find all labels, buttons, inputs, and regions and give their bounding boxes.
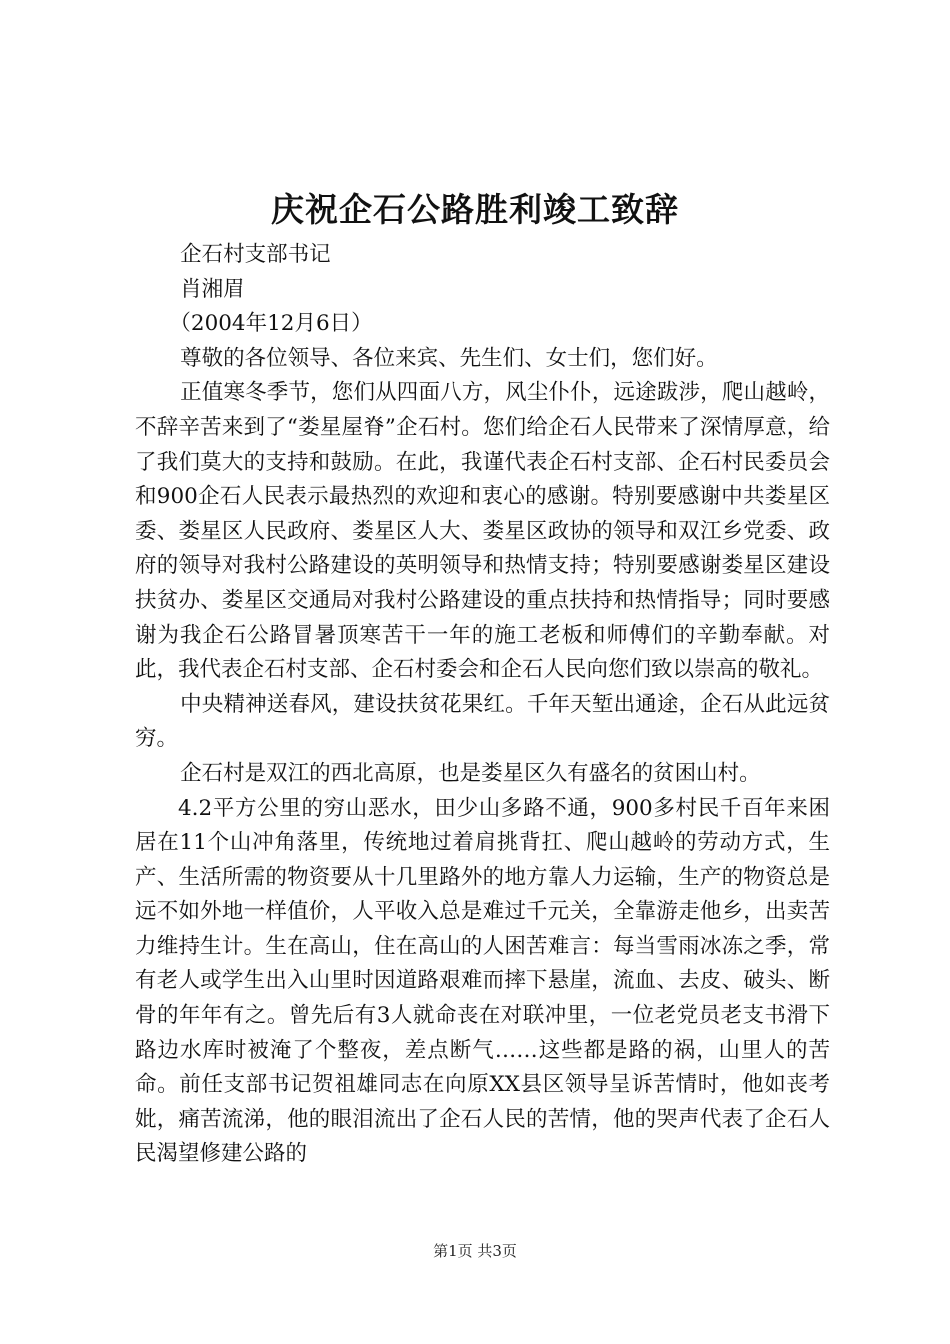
paragraph-welcome: 正值寒冬季节，您们从四面八方，风尘仆仆，远途跋涉，爬山越岭，不辞辛苦来到了“娄星屋脊”企石村。您们给企石人民带来了深情厚意，给了我们莫大的支持和鼓励。在此，我谨代表企石村支部、企石村民委员会和900企石人民表示最热烈的欢迎和衷心的感谢。特别要感谢中共娄星区委、娄星区人民政府、娄星区人大、娄星区政协的领导和双江乡党委、政府的领导对我村公路建设的英明领导和热情支持；特别要感谢娄星区建设扶贫办、娄星区交通局对我村公路建设的重点扶持和热情指导；同时要感谢为我企石公路冒暑顶寒苦干一年的施工老板和师傅们的辛勤奉献。对此，我代表企石村支部、企石村委会和企石人民向您们致以崇高的敬礼。 <box>135 380 830 683</box>
speech-date: （2004年12月6日） <box>169 311 373 337</box>
document-title: 庆祝企石公路胜利竣工致辞 <box>271 190 679 229</box>
author-role: 企石村支部书记 <box>180 242 331 267</box>
paragraph-village: 企石村是双江的西北高原，也是娄星区久有盛名的贫困山村。 <box>180 760 761 786</box>
document-body <box>135 238 830 1172</box>
author-name: 肖湘眉 <box>180 276 245 302</box>
paragraph-hardship: 4.2平方公里的穷山恶水，田少山多路不通，900多村民千百年来困居在11个山冲角落里，传统地过着肩挑背扛、爬山越岭的劳动方式，生产、生活所需的物资要从十几里路外的地方靠人力运输，生产的物资总是远不如外地一样值价，人平收入总是难过千元关，全靠游走他乡，出卖苦力维持生计。生在高山，住在高山的人困苦难言：每当雪雨冰冻之季，常有老人或学生出入山里时因道路艰难而摔下悬崖，流血、去皮、破头、断骨的年年有之。曾先后有3人就命丧在对联冲里，一位老党员老支书滑下路边水库时被淹了个整夜，差点断气……这些都是路的祸，山里人的苦命。前任支部书记贺祖雄同志在向原XX县区领导呈诉苦情时，他如丧考妣，痛苦流涕，他的眼泪流出了企石人民的苦情，他的哭声代表了企石人民渴望修建公路的 <box>135 795 830 1167</box>
page-number: 第1页 共3页 <box>433 1242 517 1260</box>
paragraph-greeting: 尊敬的各位领导、各位来宾、先生们、女士们，您们好。 <box>180 345 718 371</box>
paragraph-couplet: 中央精神送春风，建设扶贫花果红。千年天堑出通途，企石从此远贫穷。 <box>135 691 830 752</box>
